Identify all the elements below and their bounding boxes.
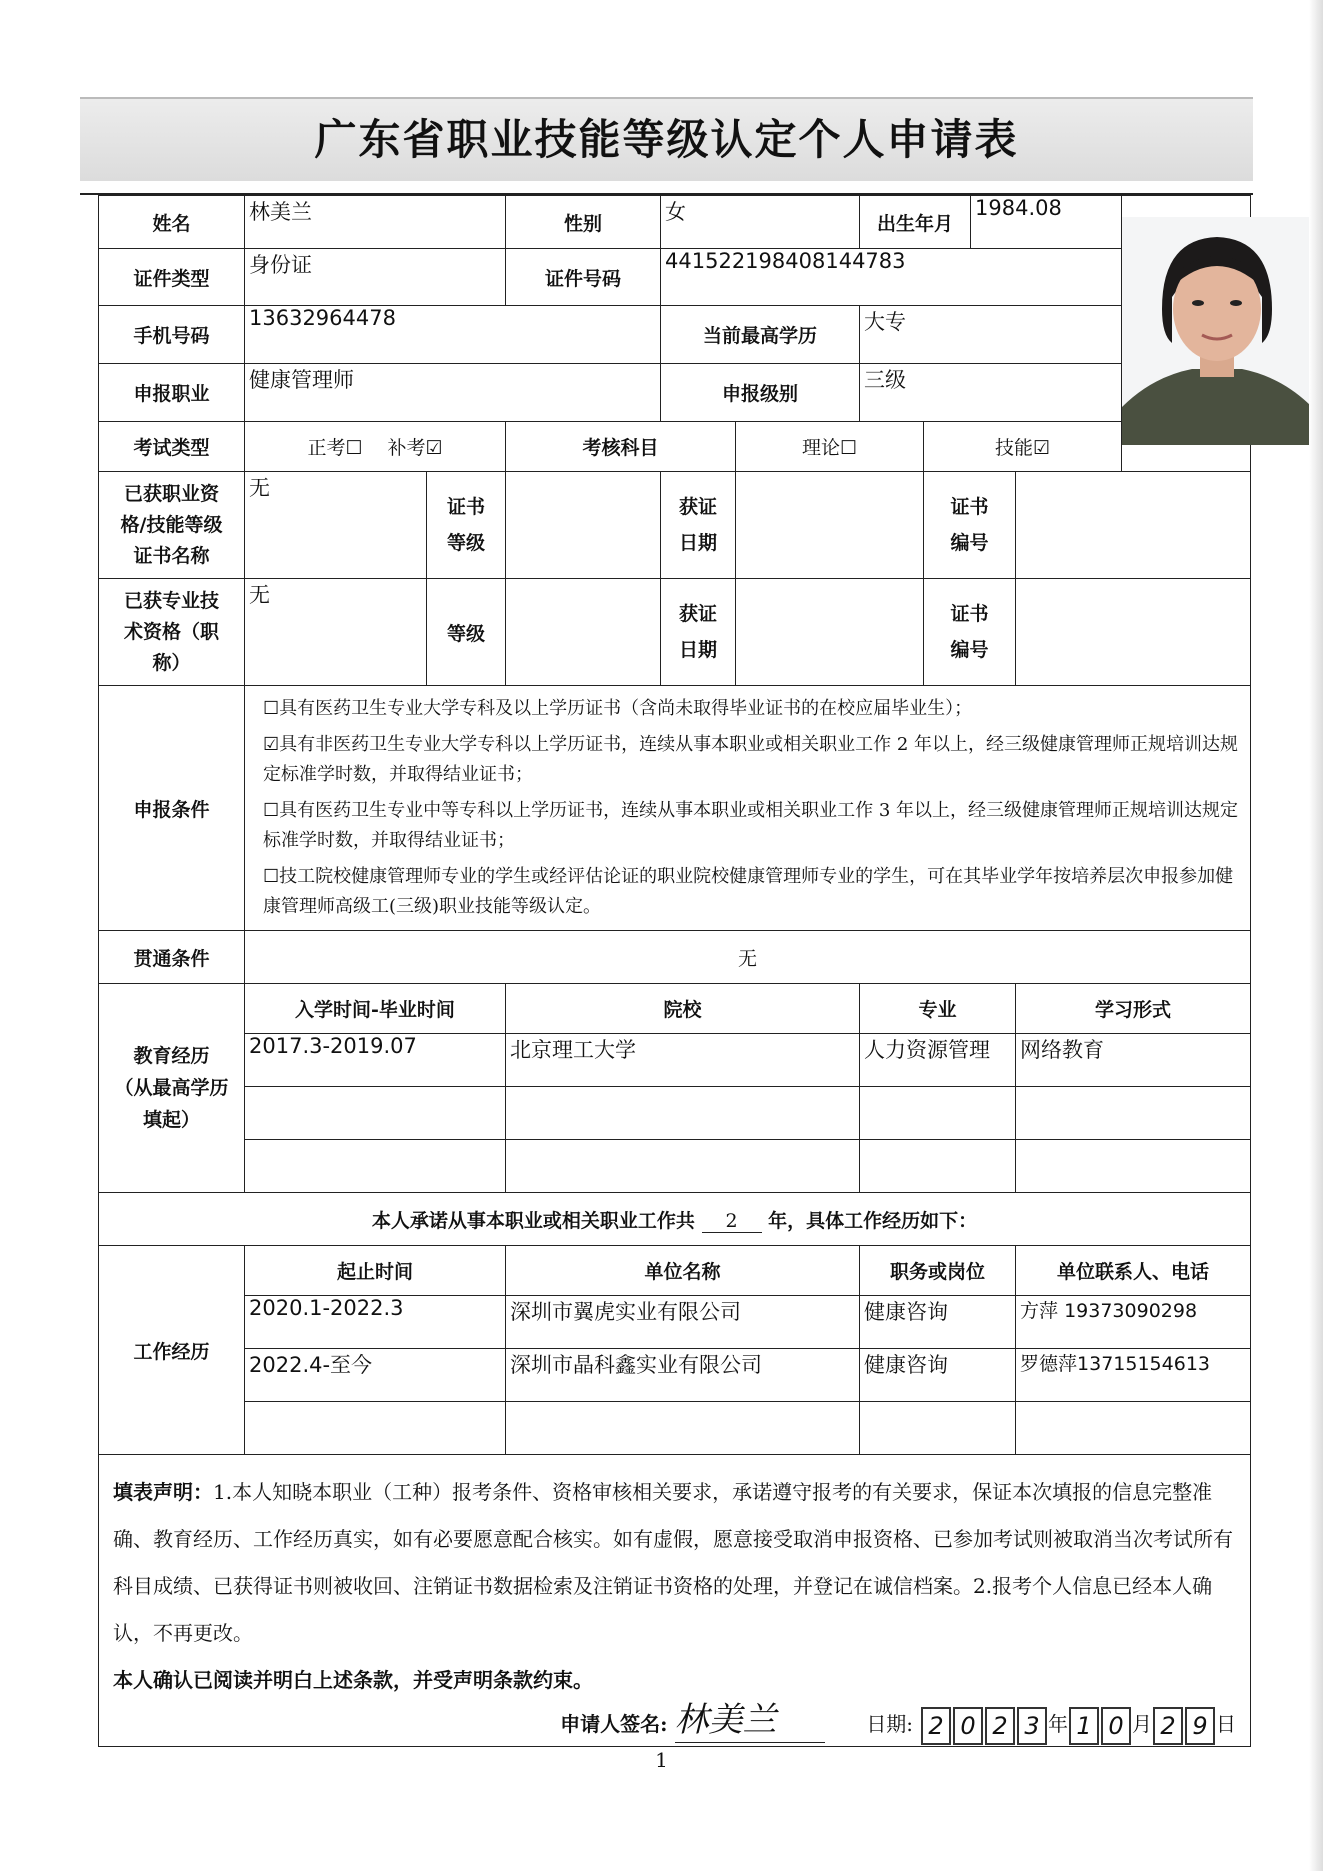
day-digit-2[interactable]: 9 [1185, 1707, 1215, 1745]
row-conditions [99, 686, 1251, 931]
edu-header-period: 入学时间-毕业时间 [245, 984, 506, 1034]
cert-level-label [427, 472, 506, 579]
form-title: 广东省职业技能等级认定个人申请表 [314, 115, 1019, 164]
row-occupation [99, 364, 1251, 422]
work-header-contact: 单位联系人、电话 [1016, 1246, 1251, 1296]
declaration-text [113, 1469, 1236, 1657]
work-header-period: 起止时间 [245, 1246, 506, 1296]
year-digit-2[interactable]: 0 [953, 1707, 983, 1745]
tech-title-label [99, 579, 245, 686]
cert-no-label-1: 证书 [950, 496, 989, 518]
edu-header-major: 专业 [860, 984, 1016, 1034]
qual-cert-label-1: 已获职业资 [123, 482, 219, 505]
subject-skill-option[interactable]: 技能☑ [924, 422, 1122, 472]
scan-edge [1309, 0, 1323, 1871]
row-through [99, 931, 1251, 984]
cert-no-value [1016, 472, 1251, 579]
qual-cert-label-2: 格/技能等级 [120, 513, 223, 536]
edu-period [245, 1140, 506, 1193]
tech-get-date-value [736, 579, 924, 686]
tech-title-label-3: 称） [152, 651, 191, 674]
id-no-label: 证件号码 [506, 249, 661, 306]
applicant-signature[interactable]: 林美兰 [675, 1698, 825, 1743]
tech-title-value: 无 [245, 579, 427, 686]
birth-value: 1984.08 [971, 196, 1122, 249]
day-unit: 日 [1216, 1712, 1237, 1736]
tech-get-date-label [661, 579, 736, 686]
signature-row [113, 1698, 1236, 1746]
cert-level-label-2: 等级 [446, 532, 485, 554]
page-number: 1 [655, 1748, 668, 1772]
tech-title-label-2: 术资格（职 [123, 620, 219, 643]
condition-item-2[interactable]: ☑具有非医药卫生专业大学专科以上学历证书，连续从事本职业或相关职业工作 2 年以上，经三级健康管理师正规培训达规定标准学时数，并取得结业证书； [263, 734, 1239, 785]
year-digit-4[interactable]: 3 [1017, 1707, 1047, 1745]
work-position: 健康咨询 [860, 1296, 1016, 1349]
id-no-value: 441522198408144783 [661, 249, 1122, 306]
level-value: 三级 [860, 364, 1122, 422]
year-digit-1[interactable]: 2 [921, 1707, 951, 1745]
tech-cert-no-label-2: 编号 [950, 639, 989, 661]
edu-major: 人力资源管理 [860, 1034, 1016, 1087]
cert-no-label-2: 编号 [950, 532, 989, 554]
edu-major [860, 1140, 1016, 1193]
occupation-value: 健康管理师 [245, 364, 661, 422]
work-row [99, 1296, 1251, 1349]
id-type-value: 身份证 [245, 249, 506, 306]
title-bar [80, 97, 1253, 181]
year-digit-3[interactable]: 2 [985, 1707, 1015, 1745]
edu-school: 北京理工大学 [506, 1034, 860, 1087]
work-row [99, 1402, 1251, 1455]
tech-get-date-label-2: 日期 [679, 639, 718, 661]
get-date-label [661, 472, 736, 579]
condition-item-4[interactable]: ☐技工院校健康管理师专业的学生或经评估论证的职业院校健康管理师专业的学生，可在其毕业学年按培养层次申报参加健康管理师高级工(三级)职业技能等级认定。 [263, 866, 1234, 917]
row-id [99, 249, 1251, 306]
phone-value: 13632964478 [245, 306, 661, 364]
conditions-list [245, 686, 1251, 931]
education-label [99, 984, 245, 1193]
tech-cert-no-value [1016, 579, 1251, 686]
work-period: 2020.1-2022.3 [245, 1296, 506, 1349]
phone-label: 手机号码 [99, 306, 245, 364]
cert-level-label-1: 证书 [446, 496, 485, 518]
edu-school [506, 1140, 860, 1193]
year-unit: 年 [1048, 1712, 1069, 1736]
tech-title-label-1: 已获专业技 [123, 589, 219, 612]
exam-type-options[interactable]: 正考☐ 补考☑ [245, 422, 506, 472]
edu-mode: 网络教育 [1016, 1034, 1251, 1087]
through-value: 无 [245, 931, 1251, 984]
month-digit-1[interactable]: 1 [1069, 1707, 1099, 1745]
exam-type-label: 考试类型 [99, 422, 245, 472]
get-date-label-1: 获证 [679, 496, 718, 518]
through-label: 贯通条件 [99, 931, 245, 984]
gender-label: 性别 [506, 196, 661, 249]
education-row [99, 1034, 1251, 1087]
edu-period [245, 1087, 506, 1140]
work-contact [1016, 1402, 1251, 1455]
work-header-position: 职务或岗位 [860, 1246, 1016, 1296]
name-value: 林美兰 [245, 196, 506, 249]
row-name [99, 196, 1251, 249]
work-row [99, 1349, 1251, 1402]
row-tech-title [99, 579, 1251, 686]
edu-mode [1016, 1087, 1251, 1140]
work-contact: 罗德萍13715154613 [1016, 1349, 1251, 1402]
exam-subject-label: 考核科目 [506, 422, 736, 472]
id-type-label: 证件类型 [99, 249, 245, 306]
work-period: 2022.4-至今 [245, 1349, 506, 1402]
occupation-label: 申报职业 [99, 364, 245, 422]
declaration-block [99, 1455, 1251, 1747]
subject-theory-option[interactable]: 理论☐ [736, 422, 924, 472]
work-pledge [99, 1193, 1251, 1246]
cert-no-label [924, 472, 1016, 579]
edu-major [860, 1087, 1016, 1140]
education-row [99, 1140, 1251, 1193]
edu-period: 2017.3-2019.07 [245, 1034, 506, 1087]
cert-level-value [506, 472, 661, 579]
get-date-value [736, 472, 924, 579]
applicant-photo [1122, 217, 1312, 445]
month-digit-2[interactable]: 0 [1101, 1707, 1131, 1745]
edu-school [506, 1087, 860, 1140]
row-phone [99, 306, 1251, 364]
conditions-label: 申报条件 [99, 686, 245, 931]
qual-cert-label [99, 472, 245, 579]
qual-cert-name-value: 无 [245, 472, 427, 579]
row-exam [99, 422, 1251, 472]
name-label: 姓名 [99, 196, 245, 249]
work-company [506, 1402, 860, 1455]
work-position: 健康咨询 [860, 1349, 1016, 1402]
work-label: 工作经历 [99, 1246, 245, 1455]
edu-label: 当前最高学历 [661, 306, 860, 364]
edu-mode [1016, 1140, 1251, 1193]
work-company: 深圳市翼虎实业有限公司 [506, 1296, 860, 1349]
education-label-3: 填起） [142, 1109, 200, 1131]
level-label: 申报级别 [661, 364, 860, 422]
tech-cert-no-label [924, 579, 1016, 686]
month-unit: 月 [1132, 1712, 1153, 1736]
condition-item-1[interactable]: ☐具有医药卫生专业大学专科及以上学历证书（含尚未取得毕业证书的在校应届毕业生）； [263, 698, 973, 719]
declaration-row [99, 1455, 1251, 1747]
pledge-years: 2 [702, 1210, 762, 1233]
date-label: 日期: [866, 1712, 914, 1736]
education-label-1: 教育经历 [133, 1045, 210, 1067]
work-position [860, 1402, 1016, 1455]
birth-label: 出生年月 [860, 196, 971, 249]
work-contact: 方萍 19373090298 [1016, 1296, 1251, 1349]
grade-label: 等级 [427, 579, 506, 686]
work-header-company: 单位名称 [506, 1246, 860, 1296]
education-row [99, 1087, 1251, 1140]
declaration-body: 1.本人知晓本职业（工种）报考条件、资格审核相关要求，承诺遵守报考的有关要求，保证本次填报的信息完整准确、教育经历、工作经历真实，如有必要愿意配合核实。如有虚假，愿意接受取消申报资格、已参加考试则被取消当次考试所有科目成绩、已获得证书则被收回、注销证书数据检索及注销证书资格的处理，并登记在诚信档案。2.报考个人信息已经本人确认，不再更改。 [113, 1480, 1233, 1645]
qual-cert-label-3: 证书名称 [133, 544, 210, 567]
tech-get-date-label-1: 获证 [679, 603, 718, 625]
work-header-row [99, 1246, 1251, 1296]
pledge-prefix: 本人承诺从事本职业或相关职业工作共 [371, 1209, 695, 1232]
edu-header-school: 院校 [506, 984, 860, 1034]
day-digit-1[interactable]: 2 [1153, 1707, 1183, 1745]
declaration-confirm: 本人确认已阅读并明白上述条款，并受声明条款约束。 [113, 1668, 593, 1692]
sign-label: 申请人签名: [560, 1712, 668, 1736]
edu-value: 大专 [860, 306, 1122, 364]
edu-header-mode: 学习形式 [1016, 984, 1251, 1034]
work-company: 深圳市晶科鑫实业有限公司 [506, 1349, 860, 1402]
gender-value: 女 [661, 196, 860, 249]
photo-cell [1122, 196, 1251, 472]
pledge-suffix: 年，具体工作经历如下： [768, 1209, 978, 1232]
education-header-row [99, 984, 1251, 1034]
tech-cert-no-label-1: 证书 [950, 603, 989, 625]
declaration-heading: 填表声明： [113, 1480, 213, 1504]
application-form-table [98, 195, 1251, 1747]
pledge-row [99, 1193, 1251, 1246]
row-qualification-cert [99, 472, 1251, 579]
grade-value [506, 579, 661, 686]
work-period [245, 1402, 506, 1455]
get-date-label-2: 日期 [679, 532, 718, 554]
condition-item-3[interactable]: ☐具有医药卫生专业中等专科以上学历证书，连续从事本职业或相关职业工作 3 年以上，经三级健康管理师正规培训达规定标准学时数，并取得结业证书； [263, 800, 1239, 851]
education-label-2: （从最高学历 [114, 1077, 229, 1099]
